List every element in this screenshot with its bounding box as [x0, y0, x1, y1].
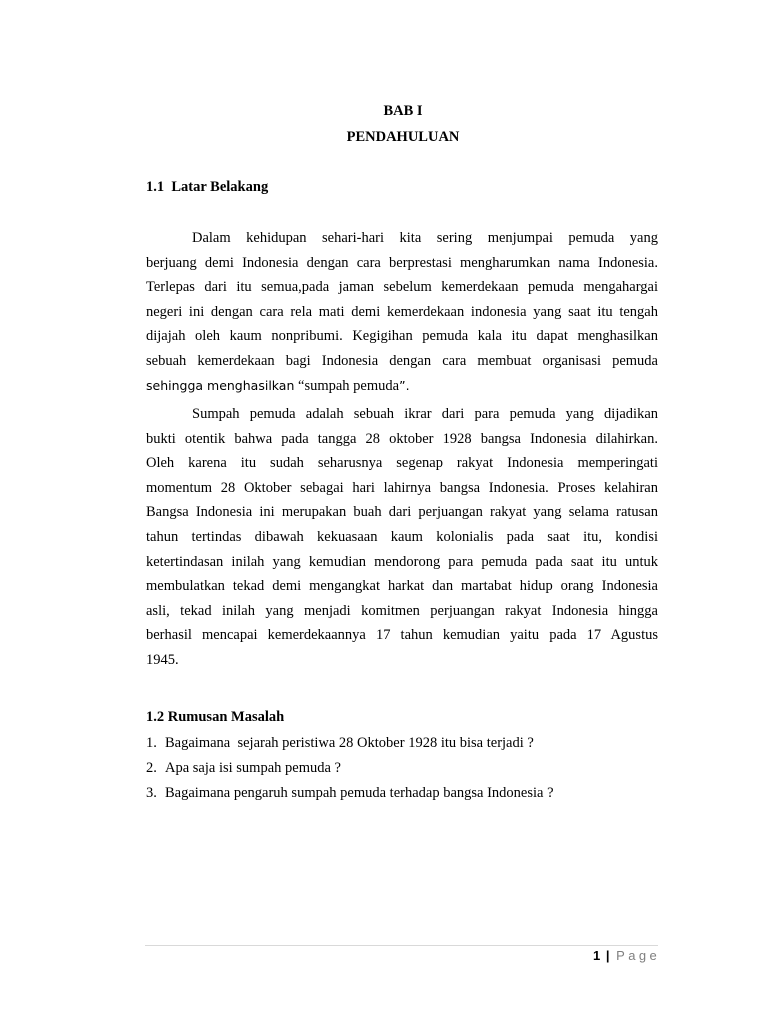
footer-separator: | — [605, 948, 610, 963]
paragraph-text-quote-open: “sumpah pemuda — [294, 377, 400, 394]
paragraph-text-alt-font: sehingga menghasilkan — [146, 377, 295, 393]
list-item-text: Bagaimana pengaruh sumpah pemuda terhadap bangsa Indonesia ? — [165, 785, 554, 801]
chapter-number: BAB I — [383, 103, 423, 119]
footer-divider — [145, 945, 658, 946]
paragraph-line: Bangsa Indonesia ini merupakan buah dari perjuangan rakyat yang selama ratusan — [146, 504, 658, 521]
section-heading-latar-belakang: 1.1 Latar Belakang — [146, 179, 269, 195]
list-item-text: Bagaimana sejarah peristiwa 28 Oktober 1928 itu bisa terjadi ? — [165, 735, 534, 751]
paragraph-line: momentum 28 Oktober sebagai hari lahirnya bangsa Indonesia. Proses kelahiran — [146, 479, 658, 496]
page-footer — [593, 948, 660, 963]
paragraph-line: bukti otentik bahwa pada tangga 28 oktober 1928 bangsa Indonesia dilahirkan. — [146, 430, 658, 447]
paragraph-line: Terlepas dari itu semua,pada jaman sebelum kemerdekaan pemuda mengahargai — [146, 279, 658, 296]
list-item-number: 2. — [146, 760, 157, 776]
list-item — [146, 731, 554, 756]
paragraph-line: 1945. — [146, 651, 179, 668]
problem-list — [146, 731, 554, 806]
paragraph-latar-belakang-1 — [146, 226, 658, 398]
paragraph-line: Oleh karena itu sudah seharusnya segenap rakyat Indonesia memperingati — [146, 455, 658, 472]
paragraph-line: asli, tekad inilah yang menjadi komitmen perjuangan rakyat Indonesia hingga — [146, 602, 658, 619]
chapter-title: PENDAHULUAN — [346, 129, 460, 145]
paragraph-line: berjuang demi Indonesia dengan cara berprestasi mengharumkan nama Indonesia. — [146, 254, 658, 271]
paragraph-line: negeri ini dengan cara rela mati demi kemerdekaan indonesia yang saat itu tengah — [146, 303, 658, 320]
paragraph-line: membulatkan tekad demi mengangkat harkat dan martabat hidup orang Indonesia — [146, 578, 658, 595]
list-item-number: 1. — [146, 735, 157, 751]
page-label: Page — [616, 948, 661, 963]
list-item — [146, 756, 554, 781]
paragraph-line: tahun tertindas dibawah kekuasaan kaum kolonialis pada saat itu, kondisi — [146, 528, 658, 545]
paragraph-line: Sumpah pemuda adalah sebuah ikrar dari para pemuda yang dijadikan — [192, 406, 658, 422]
paragraph-line: ketertindasan inilah yang kemudian mendorong para pemuda pada saat itu untuk — [146, 553, 658, 570]
page-number: 1 — [593, 948, 601, 963]
paragraph-latar-belakang-2 — [146, 402, 658, 673]
paragraph-line: berhasil mencapai kemerdekaannya 17 tahun kemudian yaitu pada 17 Agustus — [146, 627, 658, 644]
paragraph-line: dijajah oleh kaum nonpribumi. Kegigihan pemuda kala itu dapat menghasilkan — [146, 328, 658, 345]
paragraph-text-quote-close: ”. — [399, 377, 410, 393]
list-item-number: 3. — [146, 785, 157, 801]
paragraph-line: sebuah kemerdekaan bagi Indonesia dengan cara membuat organisasi pemuda — [146, 352, 658, 369]
list-item — [146, 781, 554, 806]
section-heading-rumusan-masalah: 1.2 Rumusan Masalah — [146, 709, 285, 725]
paragraph-line: Dalam kehidupan sehari-hari kita sering menjumpai pemuda yang — [192, 230, 658, 246]
paragraph-last-line — [146, 374, 658, 399]
list-item-text: Apa saja isi sumpah pemuda ? — [165, 760, 341, 776]
